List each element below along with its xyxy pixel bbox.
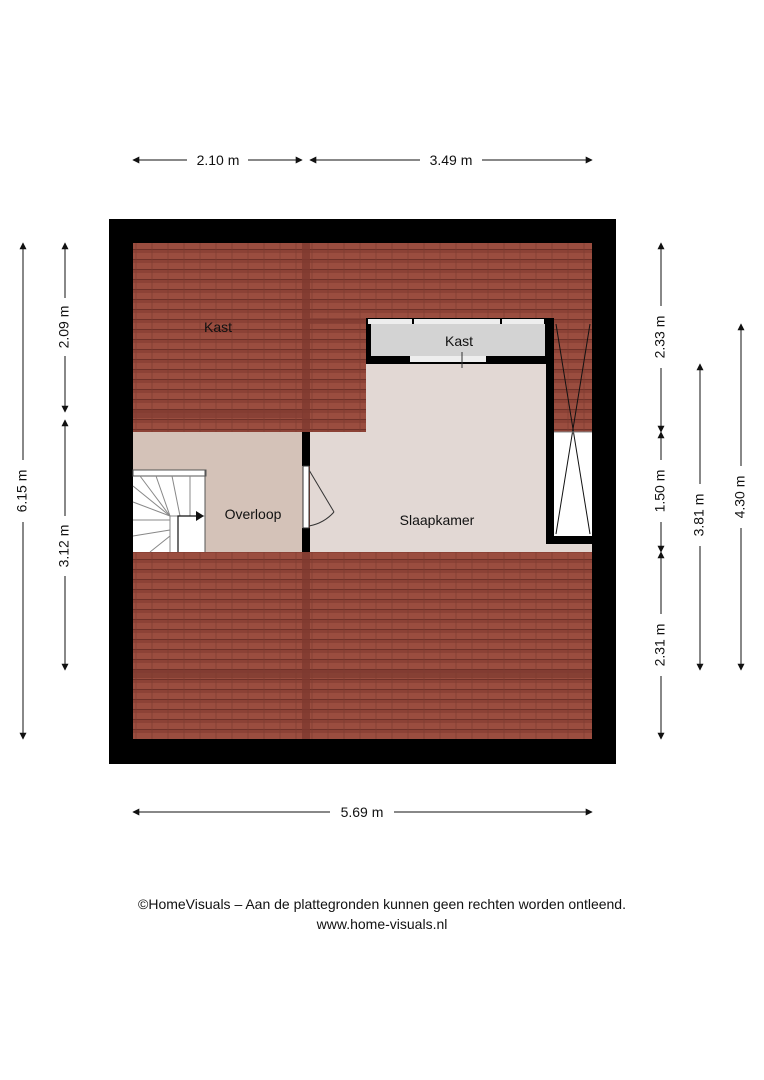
dim-right-inner	[691, 364, 707, 670]
dim-bottom	[133, 804, 592, 820]
dim-label-right-inner: 3.81 m	[690, 493, 707, 537]
room-label-kast-left: Kast	[203, 319, 233, 335]
dim-label-right-middle: 1.50 m	[651, 469, 668, 513]
footer	[0, 894, 764, 934]
dim-label-left-upper: 2.09 m	[55, 305, 72, 349]
dim-label-top-left: 2.10 m	[196, 152, 240, 168]
dim-left-lower	[56, 420, 72, 670]
dim-right-top	[652, 243, 668, 432]
dim-right-middle	[652, 432, 668, 552]
footer-website[interactable]: www.home-visuals.nl	[316, 916, 448, 932]
landing-bedroom-wall-top	[302, 432, 310, 466]
roof-ridge-upper-right	[310, 318, 368, 324]
dim-label-right-bottom: 2.31 m	[651, 623, 668, 667]
dim-left-upper	[56, 243, 72, 412]
dim-right-outer	[732, 324, 748, 670]
dim-top-left	[133, 152, 302, 168]
roof-ridge-horizontal	[133, 670, 592, 678]
stairs	[133, 470, 206, 552]
dim-label-left-lower: 3.12 m	[55, 524, 72, 568]
dim-right-bottom	[652, 552, 668, 739]
room-label-overloop: Overloop	[224, 506, 282, 522]
dim-label-bottom: 5.69 m	[340, 804, 384, 820]
dim-left-total	[14, 243, 30, 739]
roof-ridge-horizontal-upper	[133, 410, 303, 418]
footer-disclaimer: ©HomeVisuals – Aan de plattegronden kunnen geen rechten worden ontleend.	[138, 896, 626, 912]
dim-label-right-outer: 4.30 m	[731, 475, 748, 519]
dim-label-left-total: 6.15 m	[13, 469, 30, 513]
dim-label-top-right: 3.49 m	[429, 152, 473, 168]
dim-top-right	[310, 152, 592, 168]
landing-bedroom-wall-bottom	[302, 528, 310, 552]
room-label-slaapkamer: Slaapkamer	[399, 512, 475, 528]
room-label-kast-top: Kast	[444, 333, 474, 349]
dim-label-right-top: 2.33 m	[651, 315, 668, 359]
